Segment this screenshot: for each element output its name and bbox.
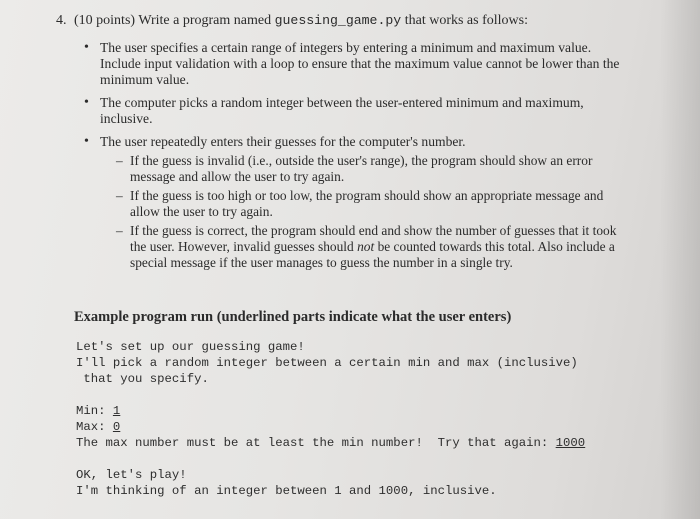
rule-correct-emphasis: not: [357, 239, 375, 254]
requirement-range-text: The user specifies a certain range of integers by entering a minimum and maximum value. Include input validation with a loop to ensure that the maximum value cannot be lower than the minimum value.: [100, 40, 620, 87]
rule-correct-pre: If the guess is correct, the program should end and show the number of guesses that it took the user. However, invalid guesses should: [130, 223, 617, 254]
requirements-list: [84, 40, 629, 278]
problem-intro-pre: Write a program named: [138, 13, 272, 28]
requirement-range: [84, 40, 629, 88]
example-title: Example program run (underlined parts indicate what the user enters): [74, 309, 512, 325]
rule-high-low-text: If the guess is too high or too low, the program should show an appropriate message and allow the user to try again.: [130, 188, 604, 219]
rule-high-low: [116, 188, 629, 220]
bullet-icon: •: [84, 40, 89, 55]
program-filename: guessing_game.py: [274, 13, 402, 28]
run-ok-line: OK, let's play!: [76, 468, 187, 482]
max-user-input: 0: [112, 420, 121, 434]
problem-intro-post: that works as follows:: [404, 13, 528, 28]
error-message: The max number must be at least the min number! Try that again:: [76, 436, 556, 450]
min-label: Min:: [76, 404, 113, 418]
max-label: Max:: [76, 420, 113, 434]
requirement-random-text: The computer picks a random integer between the user-entered minimum and maximum, inclusive.: [100, 95, 584, 126]
min-user-input: 1: [112, 404, 121, 418]
page-edge-shadow: [660, 0, 700, 519]
rule-invalid: [116, 153, 629, 185]
rule-invalid-text: If the guess is invalid (i.e., outside the user's range), the program should show an error message and allow the user to try again.: [130, 153, 593, 184]
dash-icon: –: [116, 153, 123, 168]
bullet-icon: •: [84, 134, 89, 149]
rule-correct-post: be counted towards this total. Also include a special message if the user manages to guess the number in a single try.: [130, 239, 615, 270]
problem-heading: [56, 13, 656, 29]
retry-user-input: 1000: [555, 436, 586, 450]
run-error-line: [76, 436, 585, 450]
problem-points: (10 points): [74, 13, 136, 28]
rule-correct: [116, 223, 629, 271]
run-line-2: I'll pick a random integer between a certain min and max (inclusive): [76, 356, 578, 370]
dash-icon: –: [116, 223, 123, 238]
run-line-1: Let's set up our guessing game!: [76, 340, 305, 354]
bullet-icon: •: [84, 95, 89, 110]
dash-icon: –: [116, 188, 123, 203]
run-line-3: that you specify.: [76, 372, 209, 386]
requirement-guesses-text: The user repeatedly enters their guesses for the computer's number.: [100, 134, 466, 149]
guess-rules-list: [100, 153, 629, 271]
run-min-line: [76, 404, 120, 418]
problem-number: 4.: [56, 13, 67, 28]
requirement-guesses: [84, 134, 629, 271]
run-thinking-line: I'm thinking of an integer between 1 and 1000, inclusive.: [76, 484, 497, 498]
requirement-random: [84, 95, 629, 127]
run-max-line: [76, 420, 120, 434]
